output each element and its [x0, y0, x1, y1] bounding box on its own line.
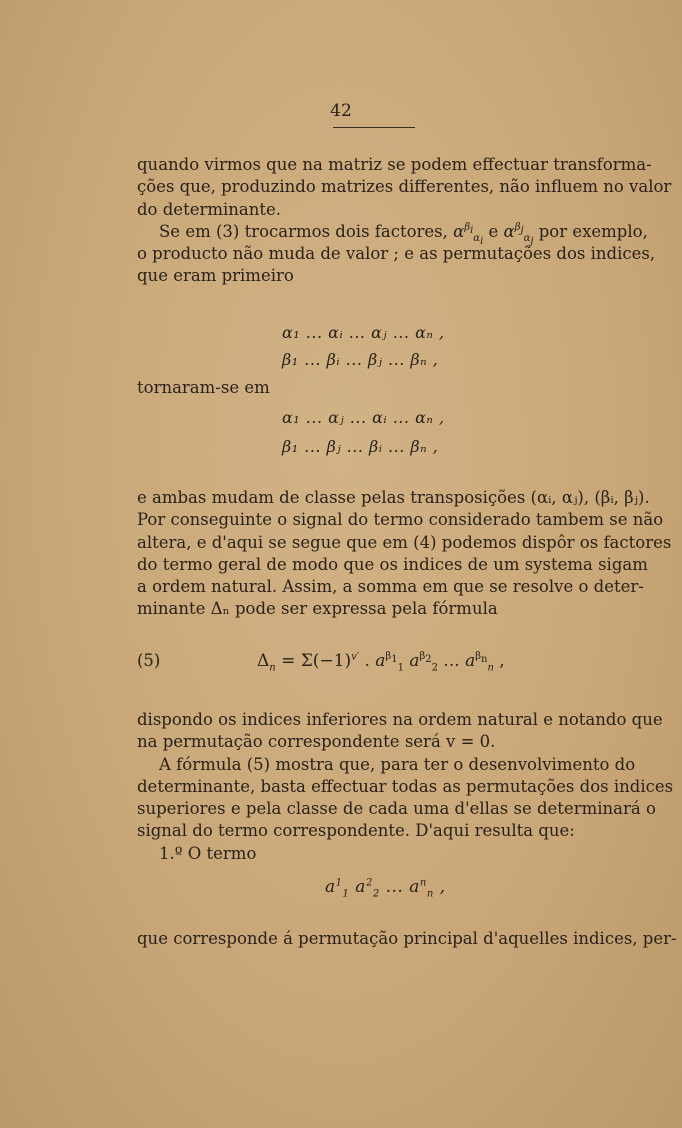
sequence-beta-1: β₁ ... βᵢ ... βⱼ ... βₙ , [282, 350, 439, 369]
text-line: a ordem natural. Assim, a somma em que se resolve o deter- [137, 577, 644, 597]
factor-b: $\alpha^{\beta_j}_{\alpha_j}$ [503, 221, 534, 248]
text-line: e ambas mudam de classe pelas transposições (αᵢ, αⱼ), (βᵢ, βⱼ). [137, 488, 650, 507]
text-line: do termo geral de modo que os indices de um systema sigam [137, 554, 648, 574]
text-line: na permutação correspondente será v = 0. [137, 732, 496, 752]
paragraph-1 [137, 154, 672, 288]
text-fragment: e [488, 221, 499, 241]
text-line: A fórmula (5) mostra que, para ter o desenvolvimento do [159, 754, 636, 774]
page-number: 42 [330, 101, 352, 121]
text-line: superiores e pela classe de cada uma d'ellas se determinará o [137, 799, 656, 819]
sequence-alpha-2: α₁ ... αⱼ ... αᵢ ... αₙ , [282, 408, 445, 427]
text-fragment: Se em (3) trocarmos dois factores, [159, 221, 448, 241]
text-line: quando virmos que na matriz se podem effectuar transforma- [137, 155, 652, 174]
text-line: ções que, produzindo matrizes differentes, não influem no valor [137, 177, 672, 197]
paragraph-2 [137, 487, 672, 621]
text-line: que corresponde á permutação principal d'aquelles indices, per- [137, 929, 677, 948]
text-line: Por conseguinte o signal do termo considerado tambem se não [137, 510, 664, 530]
paragraph-5 [137, 928, 677, 950]
text-line: dispondo os indices inferiores na ordem natural e notando que [137, 710, 663, 729]
text-line: tornaram-se em [137, 378, 270, 397]
principal-term: $a^1_1$ $a^2_2$ ... $a^n_n$ , [325, 877, 446, 900]
text-line: 1.º O termo [159, 843, 257, 863]
equation-5: $\Delta_n = \Sigma(-1)^{v'}$ . $a^{\beta_1}_1$ $a^{\beta_2}_2$ ... $a^{\beta_n}_n$ , [257, 651, 505, 674]
text-line: que eram primeiro [137, 266, 294, 286]
text-fragment: por exemplo, [538, 221, 648, 241]
paragraph-3 [137, 709, 674, 865]
text-line: altera, e d'aqui se segue que em (4) podemos dispôr os factores [137, 532, 672, 552]
text-line: determinante, basta effectuar todas as permutações dos indices [137, 776, 674, 796]
header-rule [333, 127, 415, 128]
sequence-alpha-1: α₁ ... αᵢ ... αⱼ ... αₙ , [282, 323, 445, 342]
text-line: minante Δₙ pode ser expressa pela fórmula [137, 599, 498, 619]
sequence-beta-2: β₁ ... βⱼ ... βᵢ ... βₙ , [282, 437, 439, 456]
factor-a: $\alpha^{\beta_i}_{\alpha_i}$ [453, 221, 484, 248]
text-line [137, 221, 648, 248]
equation-number: (5) [137, 651, 161, 670]
text-line: signal do termo correspondente. D'aqui resulta que: [137, 821, 575, 841]
text-line: do determinante. [137, 199, 282, 219]
text-line: o producto não muda de valor ; e as permutações dos indices, [137, 244, 656, 264]
